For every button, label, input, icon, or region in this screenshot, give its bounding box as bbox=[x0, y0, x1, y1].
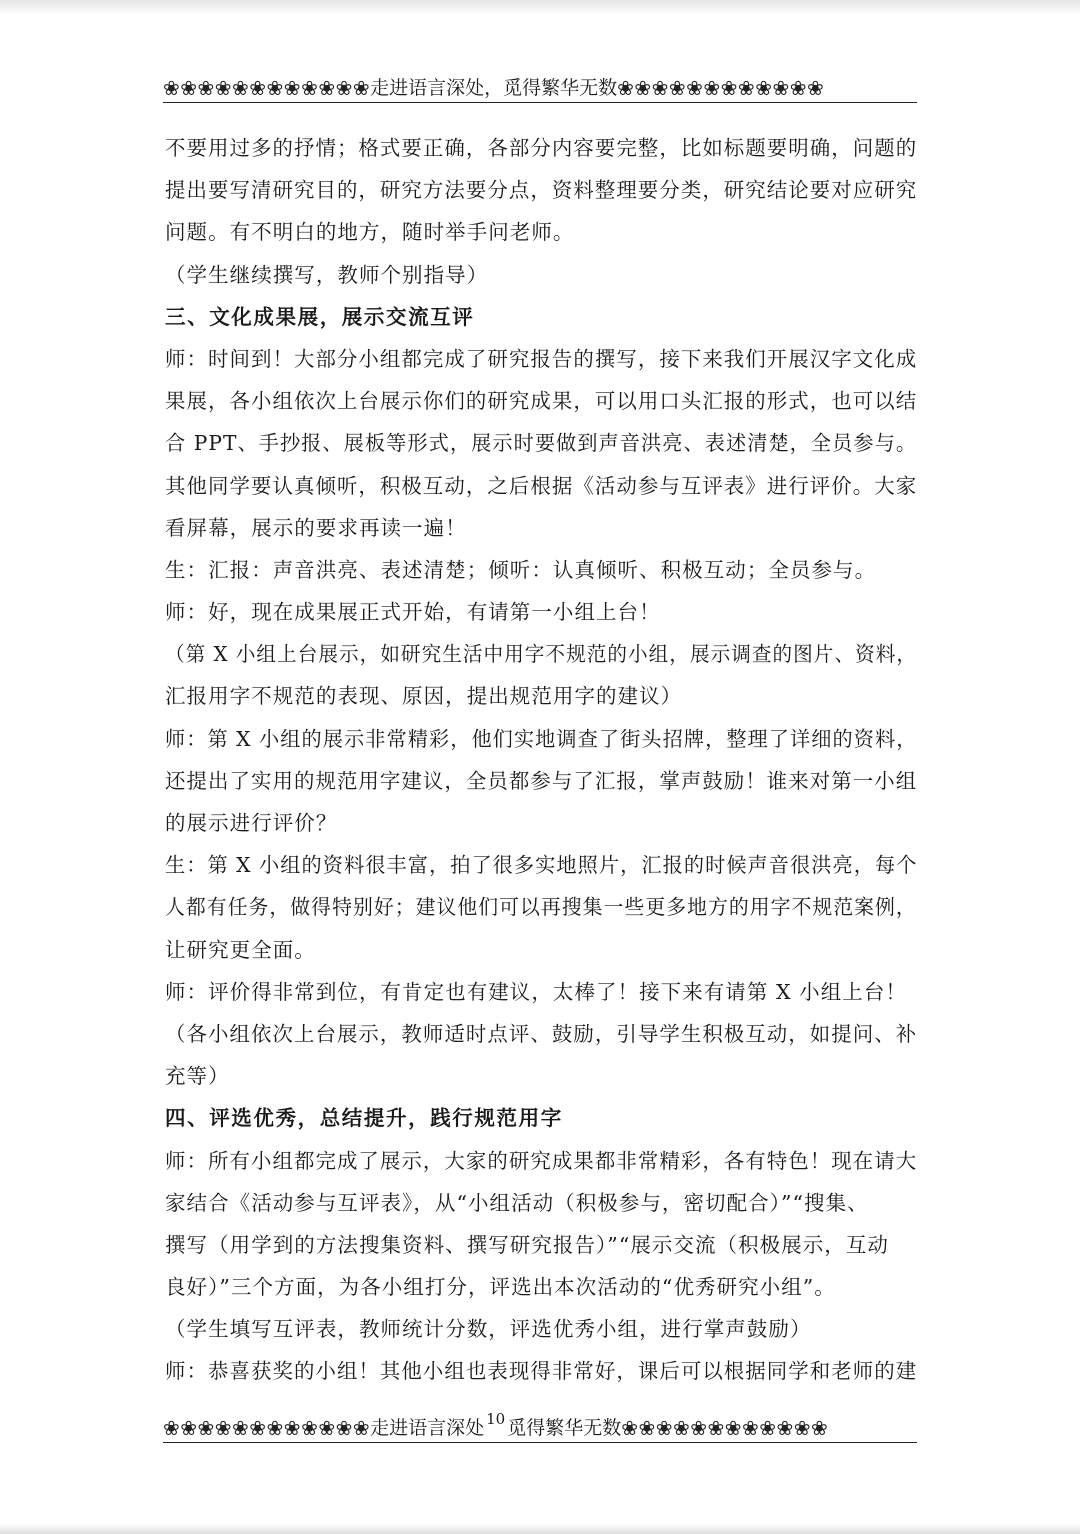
text-line: 不要用过多的抒情；格式要正确，各部分内容要完整，比如标题要明确，问题的 bbox=[165, 136, 918, 160]
text-line: （第 X 小组上台展示，如研究生活中用字不规范的小组，展示调查的图片、资料， bbox=[165, 642, 918, 667]
footer-motto-left: 走进语言深处 bbox=[370, 1417, 485, 1439]
page-header bbox=[163, 68, 917, 103]
text-line: 汇报用字不规范的表现、原因，提出规范用字的建议） bbox=[165, 684, 683, 709]
text-line: 合 PPT、手抄报、展板等形式，展示时要做到声音洪亮、表述清楚，全员参与。 bbox=[165, 431, 918, 456]
text-line: （学生填写互评表，教师统计分数，评选优秀小组，进行掌声鼓励） bbox=[165, 1317, 812, 1342]
text-line: 师：好，现在成果展正式开始，有请第一小组上台！ bbox=[165, 600, 661, 625]
text-line: 师：恭喜获奖的小组！其他小组也表现得非常好，课后可以根据同学和老师的建 bbox=[165, 1359, 918, 1384]
header-flower-border-right: ❀❀❀❀❀❀❀❀❀❀❀❀ bbox=[617, 76, 825, 100]
text-line: 让研究更全面。 bbox=[165, 937, 316, 962]
text-line: 其他同学要认真倾听，积极互动，之后根据《活动参与互评表》进行评价。大家 bbox=[165, 473, 918, 498]
section-heading: 三、文化成果展，展示交流互评 bbox=[165, 304, 475, 329]
text-line: 师：第 X 小组的展示非常精彩，他们实地调查了街头招牌，整理了详细的资料， bbox=[165, 726, 918, 751]
footer-flower-border-right: ❀❀❀❀❀❀❀❀❀❀❀❀ bbox=[621, 1416, 829, 1440]
text-line: （学生继续撰写，教师个别指导） bbox=[165, 262, 489, 287]
text-line: （各小组依次上台展示，教师适时点评、鼓励，引导学生积极互动，如提问、补 bbox=[165, 1021, 918, 1046]
footer-flower-border-left: ❀❀❀❀❀❀❀❀❀❀❀❀ bbox=[163, 1416, 371, 1440]
text-line: 师：所有小组都完成了展示，大家的研究成果都非常精彩，各有特色！现在请大 bbox=[165, 1148, 918, 1173]
text-line: 师：时间到！大部分小组都完成了研究报告的撰写，接下来我们开展汉字文化成 bbox=[165, 346, 918, 371]
text-line: 家结合《活动参与互评表》，从“小组活动（积极参与，密切配合）”“搜集、 bbox=[165, 1190, 869, 1215]
page-edge-top bbox=[0, 0, 1080, 14]
text-line: 问题。有不明白的地方，随时举手问老师。 bbox=[165, 220, 575, 245]
text-line: 撰写（用学到的方法搜集资料、撰写研究报告）”“展示交流（积极展示，互动 bbox=[165, 1232, 889, 1257]
page-edge-bottom bbox=[0, 1524, 1080, 1534]
text-line: 人都有任务，做得特别好；建议他们可以再搜集一些更多地方的用字不规范案例， bbox=[165, 895, 917, 920]
page-footer bbox=[163, 1408, 917, 1443]
text-line: 还提出了实用的规范用字建议，全员都参与了汇报，掌声鼓励！谁来对第一小组 bbox=[165, 768, 918, 793]
text-line: 生：第 X 小组的资料很丰富，拍了很多实地照片，汇报的时候声音很洪亮，每个 bbox=[165, 853, 918, 878]
page-number: 10 bbox=[486, 1410, 506, 1428]
footer-motto-right: 觅得繁华无数 bbox=[507, 1417, 622, 1439]
header-motto-right: 觅得繁华无数 bbox=[503, 77, 618, 99]
text-line: 果展，各小组依次上台展示你们的研究成果，可以用口头汇报的形式，也可以结 bbox=[165, 389, 918, 414]
text-line: 充等） bbox=[165, 1064, 230, 1089]
text-line: 生：汇报：声音洪亮、表述清楚；倾听：认真倾听、积极互动；全员参与。 bbox=[165, 557, 877, 582]
header-flower-border-left: ❀❀❀❀❀❀❀❀❀❀❀❀ bbox=[163, 76, 371, 100]
header-motto-left: 走进语言深处， bbox=[370, 77, 504, 99]
text-line: 良好）”三个方面，为各小组打分，评选出本次活动的“优秀研究小组”。 bbox=[165, 1275, 836, 1300]
document-body bbox=[165, 127, 917, 1393]
section-heading: 四、评选优秀，总结提升，践行规范用字 bbox=[165, 1106, 563, 1131]
text-line: 的展示进行评价？ bbox=[165, 811, 338, 835]
text-line: 提出要写清研究目的，研究方法要分点，资料整理要分类，研究结论要对应研究 bbox=[165, 178, 918, 203]
text-line: 看屏幕，展示的要求再读一遍！ bbox=[165, 515, 467, 540]
text-line: 师：评价得非常到位，有肯定也有建议，太棒了！接下来有请第 X 小组上台！ bbox=[165, 979, 907, 1004]
